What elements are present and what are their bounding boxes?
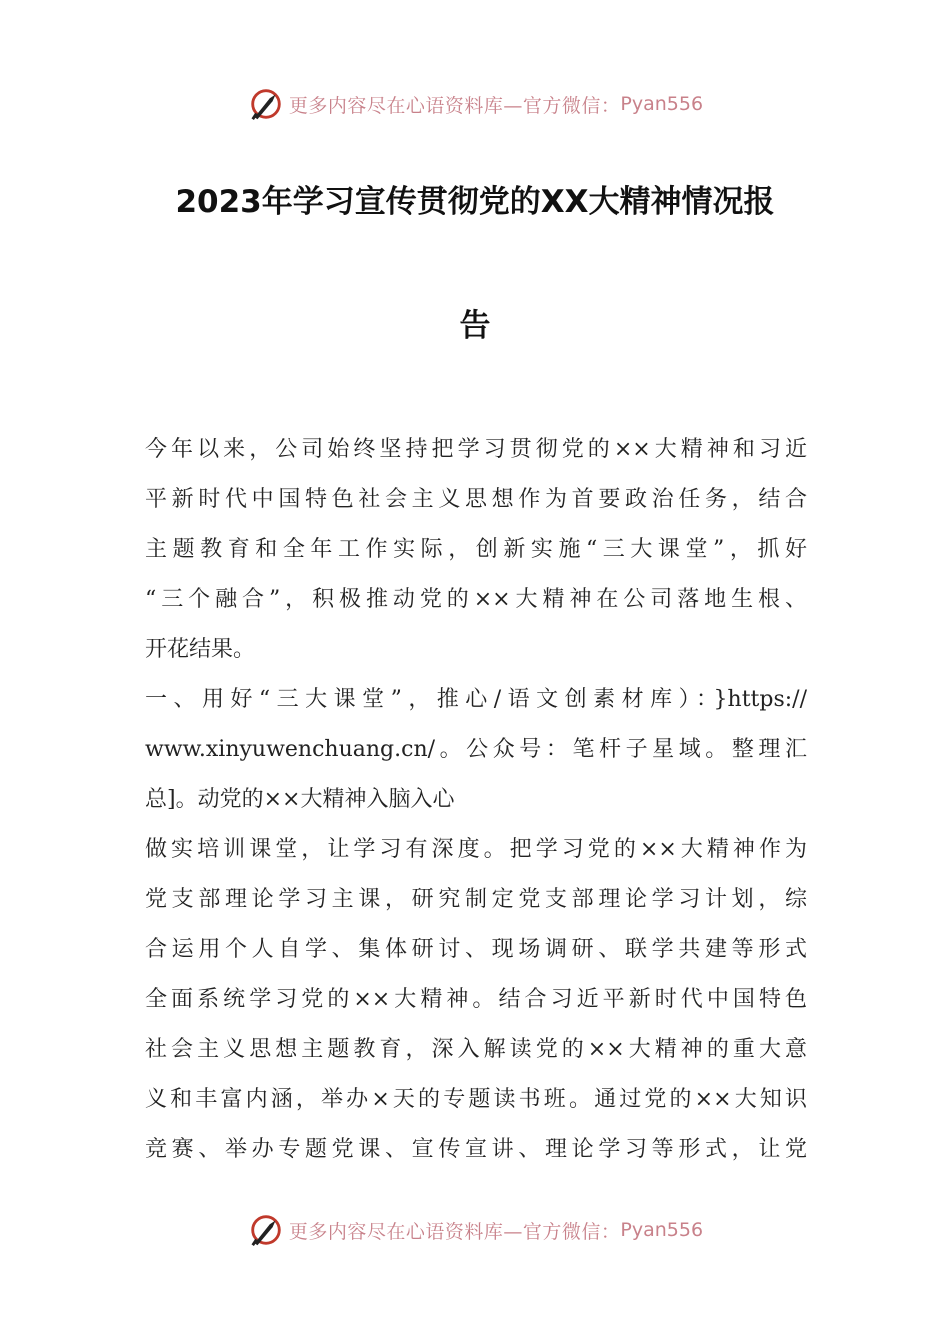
body-line: 义和丰富内涵，举办×天的专题读书班。通过党的××大知识 <box>145 1087 807 1112</box>
body-line: 竞赛、举办专题党课、宣传宣讲、理论学习等形式，让党 <box>145 1137 807 1162</box>
body-line: 社会主义思想主题教育，深入解读党的××大精神的重大意 <box>145 1037 807 1062</box>
footer-banner <box>0 1210 950 1250</box>
document-body <box>145 425 807 1175</box>
document-title-line-2: 告 <box>459 308 491 344</box>
section-heading-line: 一、用好“三大课堂”，推心/语文创素材库）：}https:// <box>145 687 807 712</box>
header-banner <box>0 84 950 124</box>
body-line: 今年以来，公司始终坚持把学习贯彻党的××大精神和习近 <box>145 437 807 462</box>
pen-nib-logo-icon <box>247 85 285 123</box>
body-line: 全面系统学习党的××大精神。结合习近平新时代中国特色 <box>145 987 807 1012</box>
body-line: 合运用个人自学、集体研讨、现场调研、联学共建等形式 <box>145 937 807 962</box>
pen-nib-logo-icon <box>247 1211 285 1249</box>
body-line: 党支部理论学习主课，研究制定党支部理论学习计划，综 <box>145 887 807 912</box>
body-line: 平新时代中国特色社会主义思想作为首要政治任务，结合 <box>145 487 807 512</box>
banner-text: 更多内容尽在心语资料库—官方微信： <box>288 1220 621 1243</box>
body-line: 主题教育和全年工作实际，创新实施“三大课堂”，抓好 <box>145 537 807 562</box>
wechat-id: Pyan556 <box>620 93 704 115</box>
document-title-line-1: 2023年学习宣传贯彻党的XX大精神情况报 <box>175 184 775 220</box>
body-line: 开花结果。 <box>145 637 256 662</box>
section-heading-line: www.xinyuwenchuang.cn/。公众号：笔杆子星域。整理汇 <box>145 737 807 762</box>
body-line: 做实培训课堂，让学习有深度。把学习党的××大精神作为 <box>145 837 807 862</box>
body-line: “三个融合”，积极推动党的××大精神在公司落地生根、 <box>145 587 807 612</box>
wechat-id: Pyan556 <box>620 1219 704 1241</box>
section-heading-line: 总]。动党的××大精神入脑入心 <box>145 787 455 812</box>
banner-text: 更多内容尽在心语资料库—官方微信： <box>288 94 621 117</box>
